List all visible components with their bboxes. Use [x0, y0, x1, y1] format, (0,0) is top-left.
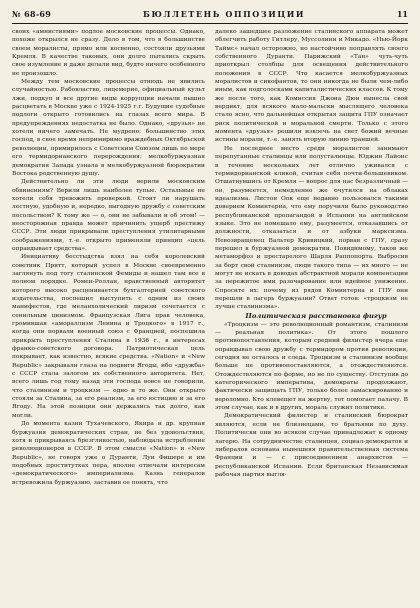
right-column: [215, 28, 408, 602]
paragraph: своих «амнистиями» подлое московские процессы. Однако, похоже открылся не сразу. Дело в том, что в большинстве своем моралисты, прямо или косвенно, состояли друзьями Кремля. В качестве таковых, они долго пытались скрыть свое изумление и даже делали вид, будто ничего особенного не произошло.: [12, 29, 205, 77]
paragraph: До момента казни Тухачевского, Якира и др. крупная буржуазия демократических стран, не без удовольствия, хотя и прикрываясь брезгливостью, наблюдала истребление революционеров в СССР. В этом смысле «Nation» и «New Republic», не говоря уже о Дуранти, Луи Фишере и им подобных проститутках пера, вполне отвечали интересам «демократического» империализма. Казнь генералов встревожила буржуазию, заставив ее понять, что: [12, 421, 205, 486]
paragraph: Инициативу бесстыдства взял на себя королевский советник Притт, который успел в Москве своевременно заглянуть под тогу сталинской Фемиды и нашел там все в полном порядке. Ромен-Роллан, нравственный авторитет которого высоко расценивается бухгалтерией советского издательства, поспешил выступить с одним из своих манифестов, где меланхолический лиризм сочетается с сенильным цинизмом. Французская Лига прав человека, громившая «амораллизм Ленина и Троцкого» в 1917 г., когда они порвали военный союз с Францией, поспешила прикрыть преступления Сталина в 1936 г., в интересах франко-советского договора. Патриотическая цель покрывает, как известно, всякие средства. «Nation» и «New Republic» закрывали глаза на подвиги Ягоды, ибо «дружба» с СССР стала залогом их собственного авторитета. Нет, всего лишь год тому назад эти господа вовсе не говорили, что сталинизм и троцкизм — одно и то же. Они открыто стояли за Сталина, за его реализм, за его юстицию и за его Ягоду. На этой позиции они держались так долго, как могли.: [12, 254, 205, 419]
publication-title: БЮЛЛЕТЕНЬ ОППОЗИЦИИ: [143, 9, 306, 19]
page-number: 11: [396, 9, 408, 19]
paragraph: Действительно ли эти люди верили московским обвинениям? Верили лишь наиболее тупые. Остальные не хотели себя тревожить проверкой. Стоит ли нарушать лестную, удобную и, нередко, выгодную дружбу с советским посольством? К тому же — о, они не забывали и об этом! — неосторожная правда может причинить ущерб престижу СССР. Эти люди прикрывали преступления утилитарными соображениями, т.-е. открыто применяли принцип «цель оправдывает средства».: [12, 179, 205, 252]
paragraph: «Троцкизм — это революционный романтизм, сталинизм — реальная политика». От этого пошлого противопоставления, которым средний филистер вчера еще оправдывал свою дружбу с термидором против революции, сегодня не осталось и следа. Троцкизм и сталинизм вообще больше не противопоставляются, а отождествляются. Отождествляются по форме, но не по существу. Отступив до категорического императива, демократы продолжают, фактически защищать ГПУ, только более замаскированно и вероломно. Кто клевещет на жертву, тот помогает палачу. В этом случае, как и в других, мораль служит политике.: [215, 321, 408, 412]
issue-number: № 68-69: [12, 9, 52, 19]
paragraph: далеко зашедшее разложение сталинского аппарата может облегчить работу Гитлеру, Муссолини и Микадо. «Нью-Йорк Таймс» начал осторожно, но настойчиво поправлять своего собственного Дуранти. Парижский «Тан» чуть-чуть приоткрыл столбцы для освещения действительного положения в СССР. Что касается мелкобуржуазных моралистов и сикофантов, то они никогда не были чем-либо иным, как подголосками капиталистических классов. К тому же после того, как Комиссия Джона Дюи вынесла свой вердикт, для всякого мало-мальски мыслящего человека стало ясно, что дальнейшая открытая защита ГПУ означает риск политической и моральной смерти. Только с этого момента «друзья» решили извлечь на свет божий вечные истины морали, т.-е. занять вторую линию траншей.: [215, 29, 408, 144]
paragraph: Между тем московские процессы отнюдь не явились случайностью. Рабовластво, лицемерие, официальный культ лжи, подкуп и все другие виды коррупции начали пышно расцветать в Москве уже с 1924-1925 г.г. Будущие судебные подлоги открыто готовились на глазах всего мира. В предупреждениях недостатка не было. Однако, «друзья» не хотели ничего замечать. Не мудрено: большинство этих господ, в свое время непримиримо враждебных Октябрьской революции, примирилось с Советским Союзом лишь по мере его термидорианского перерождения: мелкобуржуазная демократия Запада узнала в мелкобуржуазной бюрократии Востока родственную душу.: [12, 79, 205, 177]
page-header: [12, 7, 408, 21]
paragraph: Не последнее место среди моралистов занимают перепуганные сталинцы или полусталинцы. Юджин Лайонс в течение нескольких лет отлично уживался с термидорианской кликой, считая себя почти-большевиком. Отшатнувшись от Кремля — вопрос для нас безразличный — он, разумеется, немедленно же очутился на облаках идеализма. Листон Оок еще недавно пользовался такими доверием Коминтерна, что ему поручили было руководство республиканской пропагандой в Испании на английском языке. Это не помешало ему, разумеется, отказавшись от должности, отказаться и от азбуки марксизма. Невозвращенец Вальтер Кривицкий, порвав с ГПУ, сразу перешел к буржуазной демократии. Повидимому, таков же метаморфоз и престарелого Шарля Раппопорта. Выбросив за борт свой сталинизм, люди такого типа — их много — не могут не искать в доводах абстрактной морали компенсации за пережитое ими разочарование или идейное унижение. Спросите их: почему из рядов Коминтерна и ГПУ они перешли в лагерь буржуазии? Ответ готов: «троцкизм не лучше сталинизма».: [215, 145, 408, 311]
left-column: [12, 28, 205, 602]
section-heading: Политическая расстановка фигур: [245, 311, 387, 320]
paragraph: Демократический филистер и сталинский бюрократ являются, если не близнецами, то братьями по духу. Политически они во всяком случае принадлежат к одному лагерю. На сотрудничестве сталинцев, социал-демократов и либералов основана нынешняя правительственная система Франции и — с присоединением анархистов — республиканской Испании. Если британская Независимая рабочая партия выгля-: [215, 413, 408, 478]
header-rule: [12, 23, 408, 24]
